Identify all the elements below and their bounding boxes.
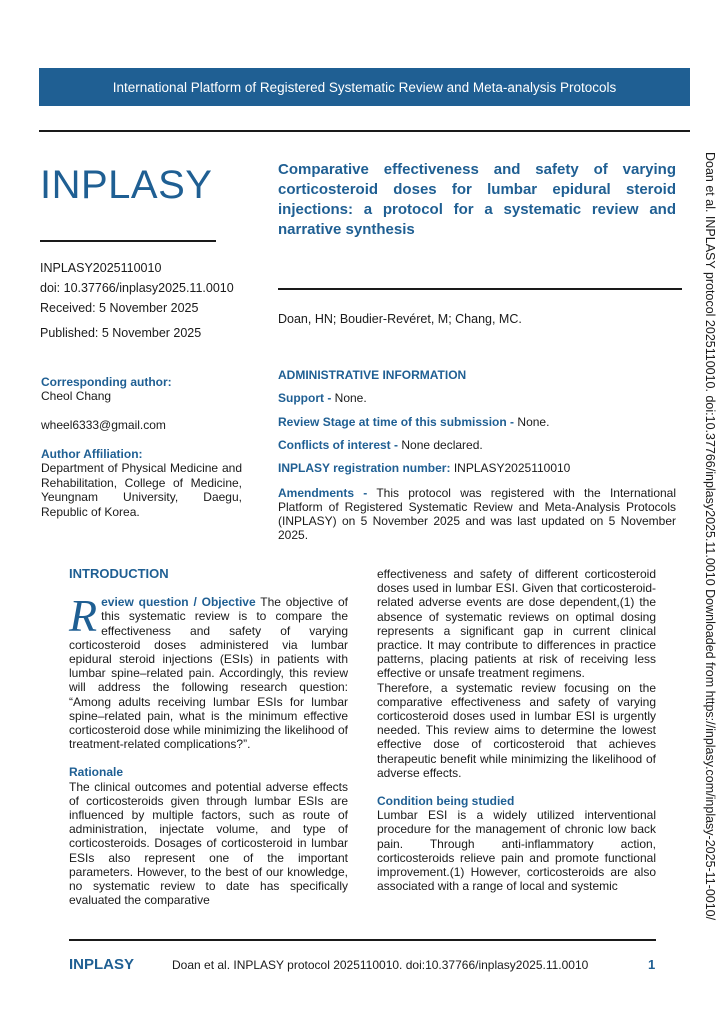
affiliation-text: Department of Physical Medicine and Rehabilitation, College of Medicine, Yeungnam University, Daegu, Republic of Korea.: [41, 461, 242, 519]
paper-title: Comparative effectiveness and safety of varying corticosteroid doses for lumbar epidural steroid injections: a protocol for a systematic review and narrative synthesis: [278, 161, 676, 238]
side-citation-text[interactable]: Doan et al. INPLASY protocol 2025110010. doi:10.37766/inplasy2025.11.0010 Downloaded from https://inplasy.com/inplasy-2025-11-0010/: [703, 152, 717, 921]
rationale-text: The clinical outcomes and potential adverse effects of corticosteroids given through lumbar ESIs are influenced by multiple factors, such as route of administration, injectate volume, and type of corticosteroids. Dosages of corticosteroid in lumbar ESIs also represent one of the important parameters. However, to the best of our knowledge, no systematic review to date has specifically evaluated the comparative: [69, 779, 348, 908]
admin-registration: [278, 461, 570, 475]
amendments-value: This protocol was registered with the International Platform of Registered Systematic Review and Meta-Analysis Protocols (INPLASY) on 5 November 2025 and was last updated on 5 November 2025.: [278, 486, 676, 542]
review-question: [69, 590, 348, 752]
published-date: Published: 5 November 2025: [40, 326, 202, 340]
corresponding-heading: Corresponding author:: [41, 375, 172, 389]
title-rule: [278, 288, 682, 290]
rationale-heading: Rationale: [69, 765, 124, 780]
brand-logo: INPLASY: [40, 163, 213, 207]
brand-rule: [40, 240, 216, 242]
right-paragraph-1: effectiveness and safety of different corticosteroid doses used in lumbar ESI. Given that corticosteroid-related adverse events are dose dependent,(1) the absence of systematic reviews on optimal dosing represents a significant gap in current clinical practice. It may contribute to differences in practice patterns, placing patients at risk of receiving less effective or unsafe treatment regimens.: [377, 567, 656, 681]
registration-value: INPLASY2025110010: [450, 461, 571, 475]
stage-value: None.: [514, 415, 550, 429]
footer-citation: Doan et al. INPLASY protocol 2025110010. doi:10.37766/inplasy2025.11.0010: [172, 958, 589, 972]
corresponding-name: Cheol Chang: [41, 389, 112, 403]
side-citation: [699, 152, 724, 921]
admin-conflicts: [278, 438, 483, 452]
drop-cap: R: [69, 590, 98, 642]
amendments-label: Amendments -: [278, 486, 368, 500]
right-paragraph-2: Therefore, a systematic review focusing on the comparative effectiveness and safety of varying corticosteroid doses used in lumbar ESI is urgently needed. This review aims to determine the lowest effective dose of corticosteroid that achieves therapeutic benefit while minimizing the likelihood of adverse effects.: [377, 680, 656, 780]
page-number: 1: [648, 957, 656, 972]
review-question-text: The objective of this systematic review is to compare the effectiveness and safety of varying corticosteroid doses administered via lumbar epidural steroid injections (ESIs) in patients with lumbar spine–related pain. Accordingly, this review will address the following research question: “Among adults receiving lumbar ESIs for lumbar spine–related pain, what is the minimum effective corticosteroid dose while minimizing the likelihood of treatment-related complications?”.: [69, 595, 348, 752]
footer-rule: [69, 939, 656, 941]
stage-label: Review Stage at time of this submission -: [278, 415, 515, 429]
condition-text: Lumbar ESI is a widely utilized interventional procedure for the management of chronic low back pain. Through anti-inflammatory action, corticosteroids relieve pain and promote functional improvement.(1) However, corticosteroids are also associated with a range of local and systemic: [377, 808, 656, 894]
admin-amendments: [278, 486, 676, 542]
intro-column-right: [377, 567, 656, 893]
corresponding-email[interactable]: wheel6333@gmail.com: [41, 418, 166, 432]
affiliation-heading: Author Affiliation:: [41, 447, 143, 461]
intro-heading: INTRODUCTION: [69, 566, 169, 581]
doi: doi: 10.37766/inplasy2025.11.0010: [40, 281, 234, 295]
header-rule: [39, 130, 690, 132]
registration-id: INPLASY2025110010: [40, 261, 162, 275]
journal-banner: International Platform of Registered Systematic Review and Meta-analysis Protocols: [39, 68, 690, 106]
footer-brand: INPLASY: [69, 956, 135, 973]
author-list: Doan, HN; Boudier-Revéret, M; Chang, MC.: [278, 312, 522, 326]
support-label: Support -: [278, 391, 332, 405]
admin-heading: ADMINISTRATIVE INFORMATION: [278, 368, 467, 382]
received-date: Received: 5 November 2025: [40, 301, 199, 315]
support-value: None.: [331, 391, 367, 405]
conflicts-label: Conflicts of interest -: [278, 438, 399, 452]
admin-support: [278, 391, 367, 405]
admin-stage: [278, 415, 549, 429]
condition-heading: Condition being studied: [377, 794, 515, 809]
registration-label: INPLASY registration number:: [278, 461, 451, 475]
conflicts-value: None declared.: [398, 438, 483, 452]
intro-column-left: [69, 567, 348, 907]
review-question-label: eview question / Objective: [101, 595, 256, 610]
